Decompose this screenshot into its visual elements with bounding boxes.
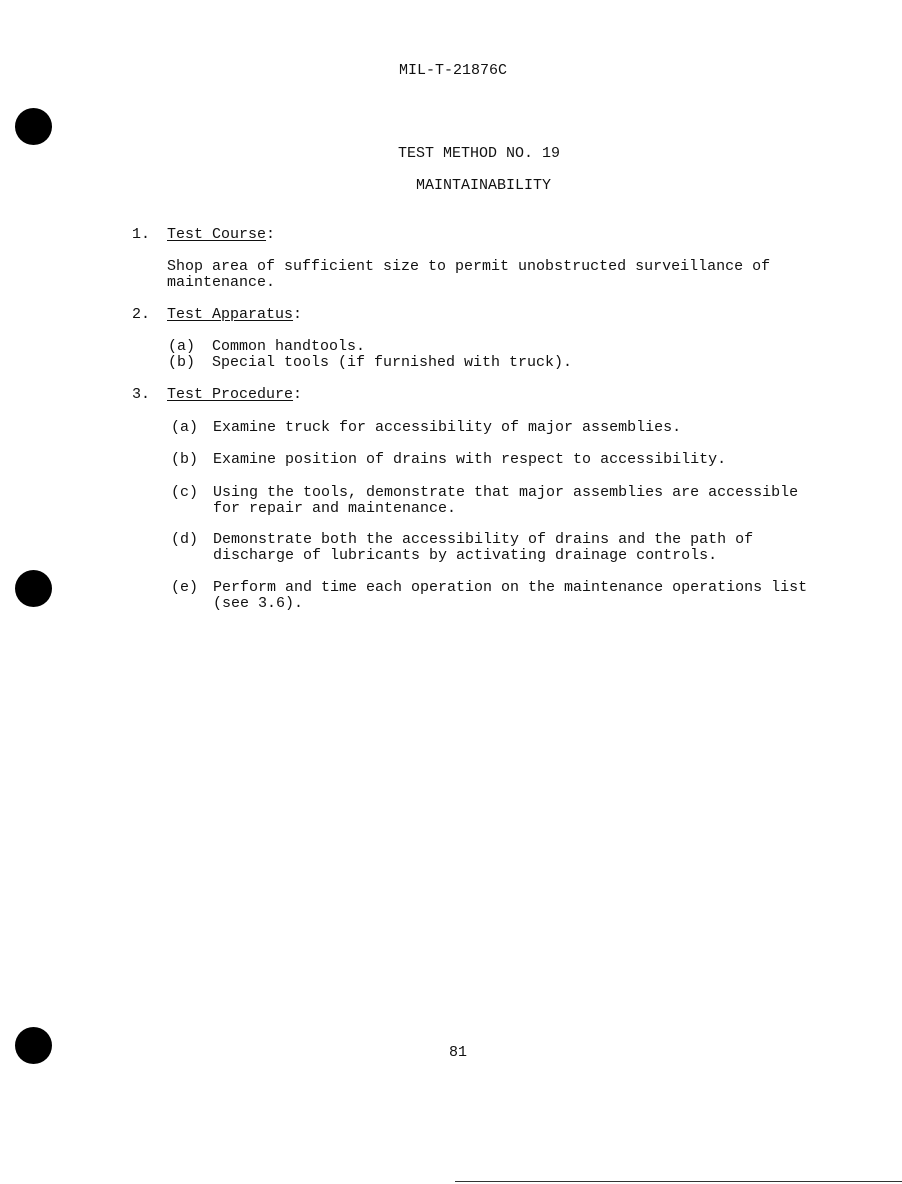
- section-number: 3.: [132, 386, 151, 403]
- heading-colon: :: [293, 306, 303, 323]
- list-item-text: Examine position of drains with respect to accessibility.: [213, 451, 727, 468]
- list-item-text: Examine truck for accessibility of major assemblies.: [213, 419, 682, 436]
- section-heading: [167, 307, 302, 323]
- heading-colon: :: [293, 386, 303, 403]
- list-item-letter: (a): [168, 338, 196, 355]
- list-item-text: Special tools (if furnished with truck).: [212, 354, 573, 371]
- section-heading-text: Test Course: [167, 226, 267, 243]
- heading-colon: :: [266, 226, 276, 243]
- punch-hole-top: [15, 108, 52, 145]
- section-heading-text: Test Apparatus: [167, 306, 294, 323]
- list-item-letter: (b): [168, 354, 196, 371]
- list-item-letter: (a): [171, 419, 199, 436]
- bottom-edge-rule: [455, 1181, 902, 1182]
- page-number: 81: [449, 1044, 468, 1061]
- list-item-text: Perform and time each operation on the maintenance operations list (see 3.6).: [213, 579, 808, 612]
- section-paragraph: Shop area of sufficient size to permit unobstructed surveillance of maintenance.: [167, 258, 771, 291]
- document-id: MIL-T-21876C: [399, 62, 508, 79]
- punch-hole-middle: [15, 570, 52, 607]
- section-heading: [167, 387, 302, 403]
- list-item-letter: (e): [171, 579, 199, 596]
- section-number: 2.: [132, 306, 151, 323]
- list-item-letter: (b): [171, 451, 199, 468]
- test-method-subject: MAINTAINABILITY: [416, 177, 552, 194]
- section-number: 1.: [132, 226, 151, 243]
- list-item-text: Using the tools, demonstrate that major assemblies are accessible for repair and maintenance.: [213, 484, 799, 517]
- punch-hole-bottom: [15, 1027, 52, 1064]
- section-heading-text: Test Procedure: [167, 386, 294, 403]
- list-item-letter: (d): [171, 531, 199, 548]
- list-item-letter: (c): [171, 484, 199, 501]
- test-method-title: TEST METHOD NO. 19: [398, 145, 561, 162]
- list-item-text: Common handtools.: [212, 338, 366, 355]
- list-item-text: Demonstrate both the accessibility of drains and the path of discharge of lubricants by activating drainage controls.: [213, 531, 754, 564]
- section-heading: [167, 227, 275, 243]
